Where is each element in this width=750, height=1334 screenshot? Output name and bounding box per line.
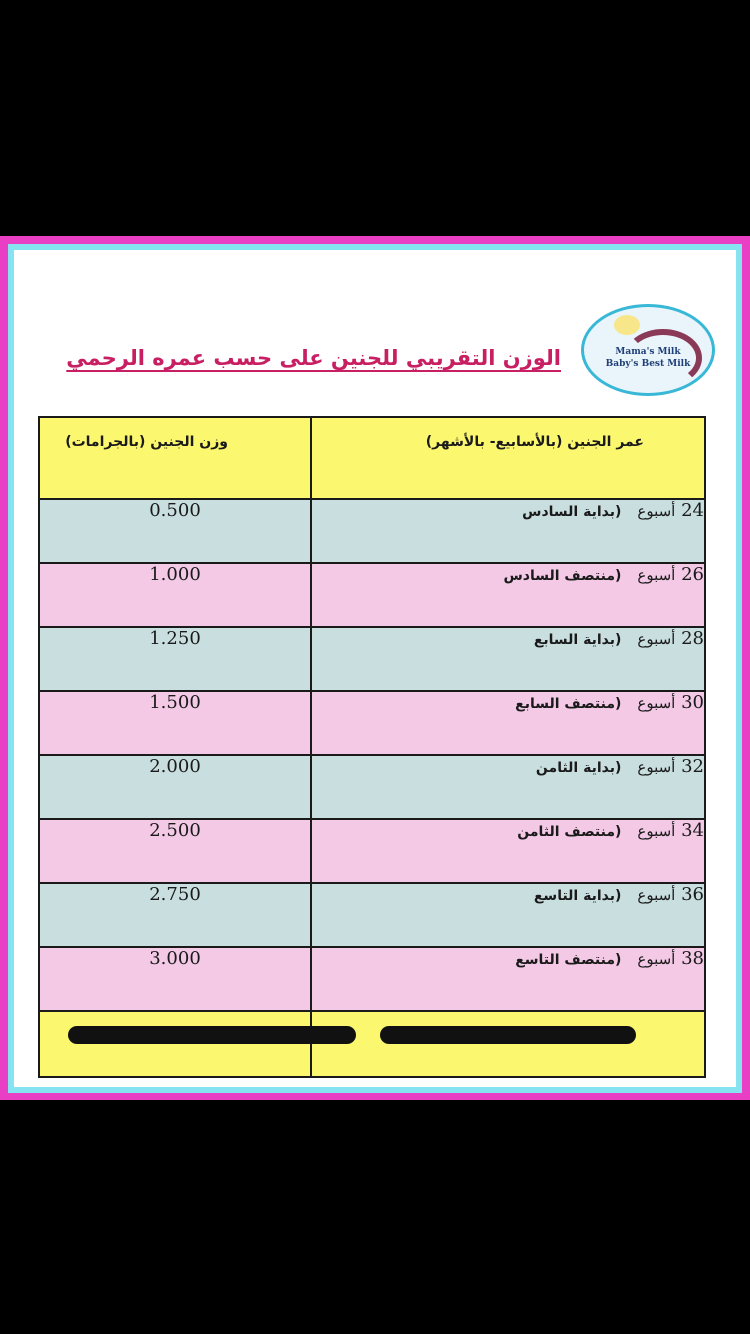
age-cell xyxy=(311,627,705,691)
week-number: 30 xyxy=(681,692,704,713)
header-weight: وزن الجنين (بالجرامات) xyxy=(39,417,311,499)
week-word: أسبوع xyxy=(637,502,676,520)
arc-icon xyxy=(624,329,702,387)
week-word: أسبوع xyxy=(637,950,676,968)
month-label: (بداية السادس xyxy=(522,504,622,520)
document-header xyxy=(14,294,736,404)
month-label: (منتصف السادس xyxy=(503,568,622,584)
weight-cell: 2.500 xyxy=(39,819,311,883)
table-row xyxy=(39,819,705,883)
weight-cell: 0.500 xyxy=(39,499,311,563)
age-cell xyxy=(311,947,705,1011)
table-row xyxy=(39,499,705,563)
logo-text-line1: Mama's Milk xyxy=(615,347,681,357)
month-label: (منتصف الثامن xyxy=(517,824,622,840)
table-row xyxy=(39,627,705,691)
month-label: (بداية الثامن xyxy=(535,760,622,776)
redaction-mark xyxy=(380,1026,636,1044)
week-word: أسبوع xyxy=(637,758,676,776)
week-number: 24 xyxy=(681,500,704,521)
table-row xyxy=(39,563,705,627)
header-age: عمر الجنين (بالأسابيع- بالأشهر) xyxy=(311,417,705,499)
table-footer-row xyxy=(39,1011,705,1077)
week-word: أسبوع xyxy=(637,822,676,840)
age-cell xyxy=(311,499,705,563)
table-row xyxy=(39,691,705,755)
week-word: أسبوع xyxy=(637,886,676,904)
mamas-milk-logo xyxy=(581,304,715,396)
week-word: أسبوع xyxy=(637,566,676,584)
age-cell xyxy=(311,883,705,947)
week-number: 34 xyxy=(681,820,704,841)
week-number: 26 xyxy=(681,564,704,585)
month-label: (بداية السابع xyxy=(533,632,622,648)
month-label: (منتصف التاسع xyxy=(515,952,622,968)
weight-cell: 1.250 xyxy=(39,627,311,691)
redaction-mark xyxy=(68,1026,356,1044)
sun-icon xyxy=(614,315,640,335)
table-row xyxy=(39,755,705,819)
age-cell xyxy=(311,563,705,627)
logo-text-line2: Baby's Best Milk xyxy=(605,359,691,369)
month-label: (بداية التاسع xyxy=(533,888,622,904)
weight-cell: 2.750 xyxy=(39,883,311,947)
week-word: أسبوع xyxy=(637,630,676,648)
age-cell xyxy=(311,755,705,819)
document-page xyxy=(8,244,742,1093)
week-number: 36 xyxy=(681,884,704,905)
table-row xyxy=(39,947,705,1011)
age-cell xyxy=(311,691,705,755)
weight-cell: 1.000 xyxy=(39,563,311,627)
redacted-cell-age xyxy=(311,1011,705,1077)
week-number: 32 xyxy=(681,756,704,777)
week-number: 28 xyxy=(681,628,704,649)
fetal-weight-table xyxy=(38,416,706,1078)
page-title: الوزن التقريبي للجنين على حسب عمره الرحمي xyxy=(66,346,561,370)
age-cell xyxy=(311,819,705,883)
week-number: 38 xyxy=(681,948,704,969)
table-header-row xyxy=(39,417,705,499)
week-word: أسبوع xyxy=(637,694,676,712)
weight-cell: 3.000 xyxy=(39,947,311,1011)
weight-cell: 2.000 xyxy=(39,755,311,819)
image-frame xyxy=(0,236,750,1100)
month-label: (منتصف السابع xyxy=(515,696,622,712)
redacted-cell-weight xyxy=(39,1011,311,1077)
table-row xyxy=(39,883,705,947)
weight-cell: 1.500 xyxy=(39,691,311,755)
